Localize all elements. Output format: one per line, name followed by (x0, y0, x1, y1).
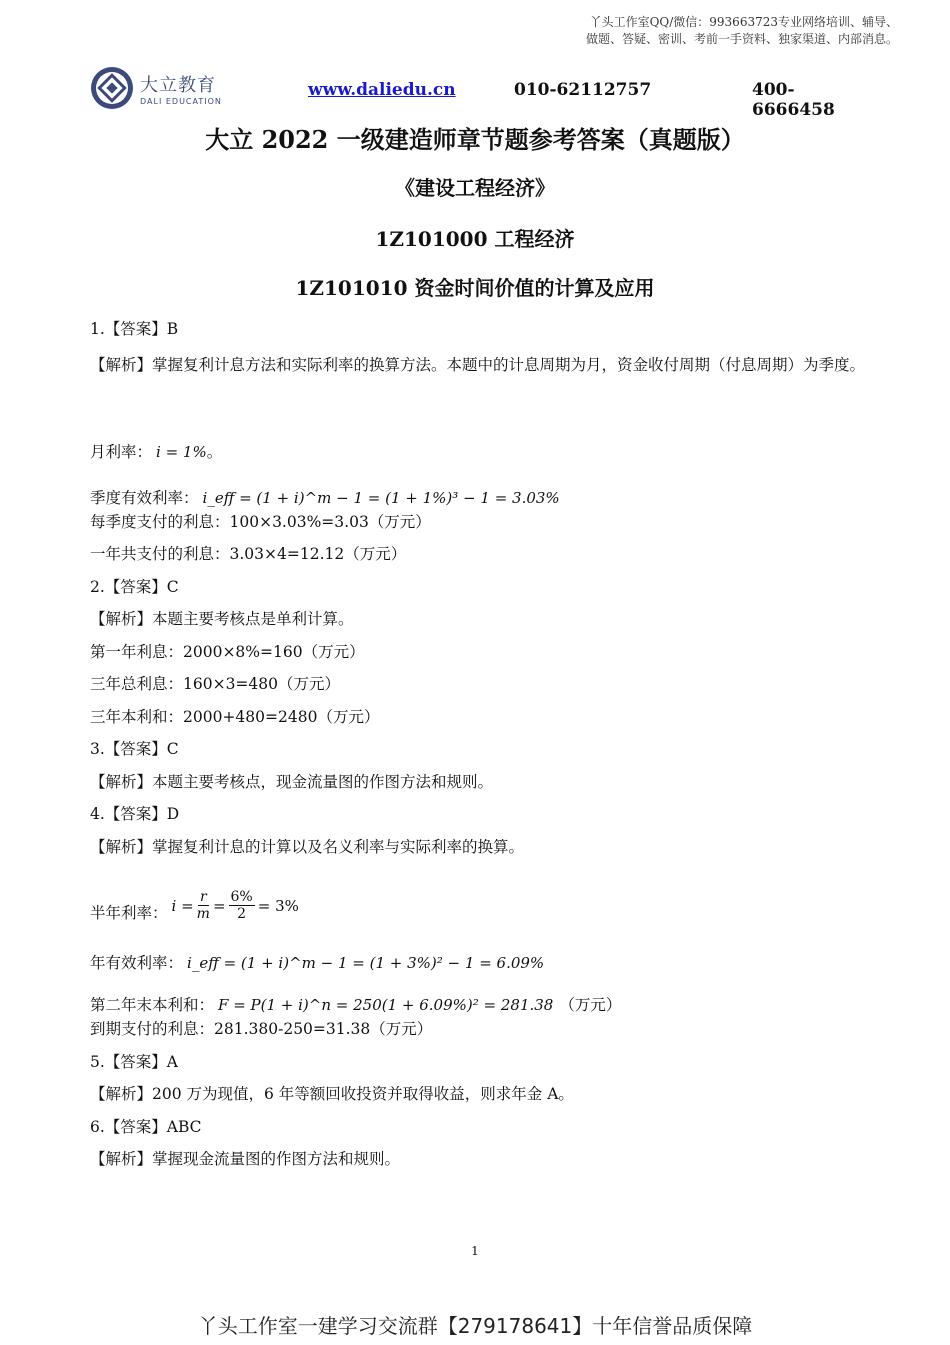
q4-half-formula: i = $\frac{r}{m}$ = $\frac{6\%}{2}$ = 3% (171, 889, 299, 922)
q2-principal-and-interest: 三年本利和：2000+480=2480（万元） (90, 707, 380, 726)
website-link[interactable]: www.daliedu.cn (308, 80, 456, 100)
q1-monthly-label: 月利率： (90, 442, 153, 461)
document-title: 大立 2022 一级建造师章节题参考答案（真题版） (205, 125, 745, 154)
q1-monthly-rate (90, 415, 870, 463)
q4-second-unit: （万元） (559, 996, 622, 1014)
q1-quarter-formula: i_eff = (1 + i)^m − 1 = (1 + 1%)³ − 1 = 3.03% (202, 488, 560, 507)
q4-half-label: 半年利率： (90, 904, 168, 922)
q1-quarter-label: 季度有效利率： (90, 488, 199, 507)
dali-logo (90, 66, 222, 110)
footer-banner: 丫头工作室一建学习交流群【279178641】十年信誉品质保障 (197, 1314, 753, 1338)
fraction-r-over-m: $\frac{r}{m}$ (196, 889, 210, 922)
q4-second-formula: F = P(1 + i)^n = 250(1 + 6.09%)² = 281.38 (218, 996, 554, 1014)
q4-annual-effective-rate (90, 924, 870, 974)
logo-chinese-name: 大立教育 (140, 74, 216, 96)
q4-second-label: 第二年末本利和： (90, 996, 215, 1014)
q4-second-year-amount (90, 974, 870, 1016)
q3-analysis: 【解析】本题主要考核点，现金流量图的作图方法和规则。 (90, 772, 494, 791)
q4-interest-due: 到期支付的利息：281.380-250=31.38（万元） (90, 1020, 433, 1038)
logo-text (140, 71, 222, 106)
q1-year-interest: 一年共支付的利息：3.03×4=12.12（万元） (90, 545, 407, 563)
q5-answer: 5.【答案】A (90, 1052, 178, 1071)
q1-quarter-interest: 每季度支付的利息：100×3.03%=3.03（万元） (90, 512, 431, 531)
q4-answer: 4.【答案】D (90, 805, 180, 823)
q1-monthly-end: 。 (206, 442, 223, 461)
q1-monthly-formula: i = 1% (156, 442, 207, 461)
answer-content (90, 316, 870, 1179)
q2-analysis: 【解析】本题主要考核点是单利计算。 (90, 610, 354, 628)
page-number: 1 (471, 1244, 479, 1258)
q6-answer: 6.【答案】ABC (90, 1117, 202, 1136)
fraction-6-over-2: $\frac{6\%}{2}$ (230, 889, 253, 922)
q1-answer: 1.【答案】B (90, 320, 179, 338)
logo-english-name: DALI EDUCATION (140, 96, 222, 106)
top-watermark (478, 14, 898, 48)
chapter-title: 1Z101000 工程经济 (375, 227, 575, 251)
watermark-line-2: 做题、答疑、密训、考前一手资料、独家渠道、内部消息。 (585, 32, 898, 46)
book-title: 《建设工程经济》 (395, 176, 555, 200)
q6-analysis: 【解析】掌握现金流量图的作图方法和规则。 (90, 1150, 401, 1168)
q4-year-label: 年有效利率： (90, 954, 184, 972)
phone-number-1: 010-62112757 (514, 80, 652, 100)
q1-quarter-rate (90, 463, 870, 509)
section-title: 1Z101010 资金时间价值的计算及应用 (295, 276, 655, 300)
q1-analysis: 【解析】掌握复利计息方法和实际利率的换算方法。本题中的计息周期为月，资金收付周期（付息周期）为季度。 (90, 355, 866, 374)
phone-number-2: 400-6666458 (752, 80, 835, 120)
q4-analysis: 【解析】掌握复利计息的计算以及名义利率与实际利率的换算。 (90, 837, 525, 856)
q2-first-year-interest: 第一年利息：2000×8%=160（万元） (90, 642, 365, 661)
page-header (90, 66, 870, 120)
q4-half-year-rate (90, 866, 870, 924)
dali-logo-icon (90, 66, 134, 110)
q2-three-year-interest: 三年总利息：160×3=480（万元） (90, 675, 341, 693)
q5-analysis: 【解析】200 万为现值，6 年等额回收投资并取得收益，则求年金 A。 (90, 1085, 574, 1103)
q4-year-formula: i_eff = (1 + i)^m − 1 = (1 + 3%)² − 1 = 6.09% (187, 954, 545, 972)
q3-answer: 3.【答案】C (90, 740, 179, 758)
watermark-line-1: 丫头工作室QQ/微信：993663723专业网络培训、辅导、 (589, 15, 898, 29)
q2-answer: 2.【答案】C (90, 577, 179, 596)
